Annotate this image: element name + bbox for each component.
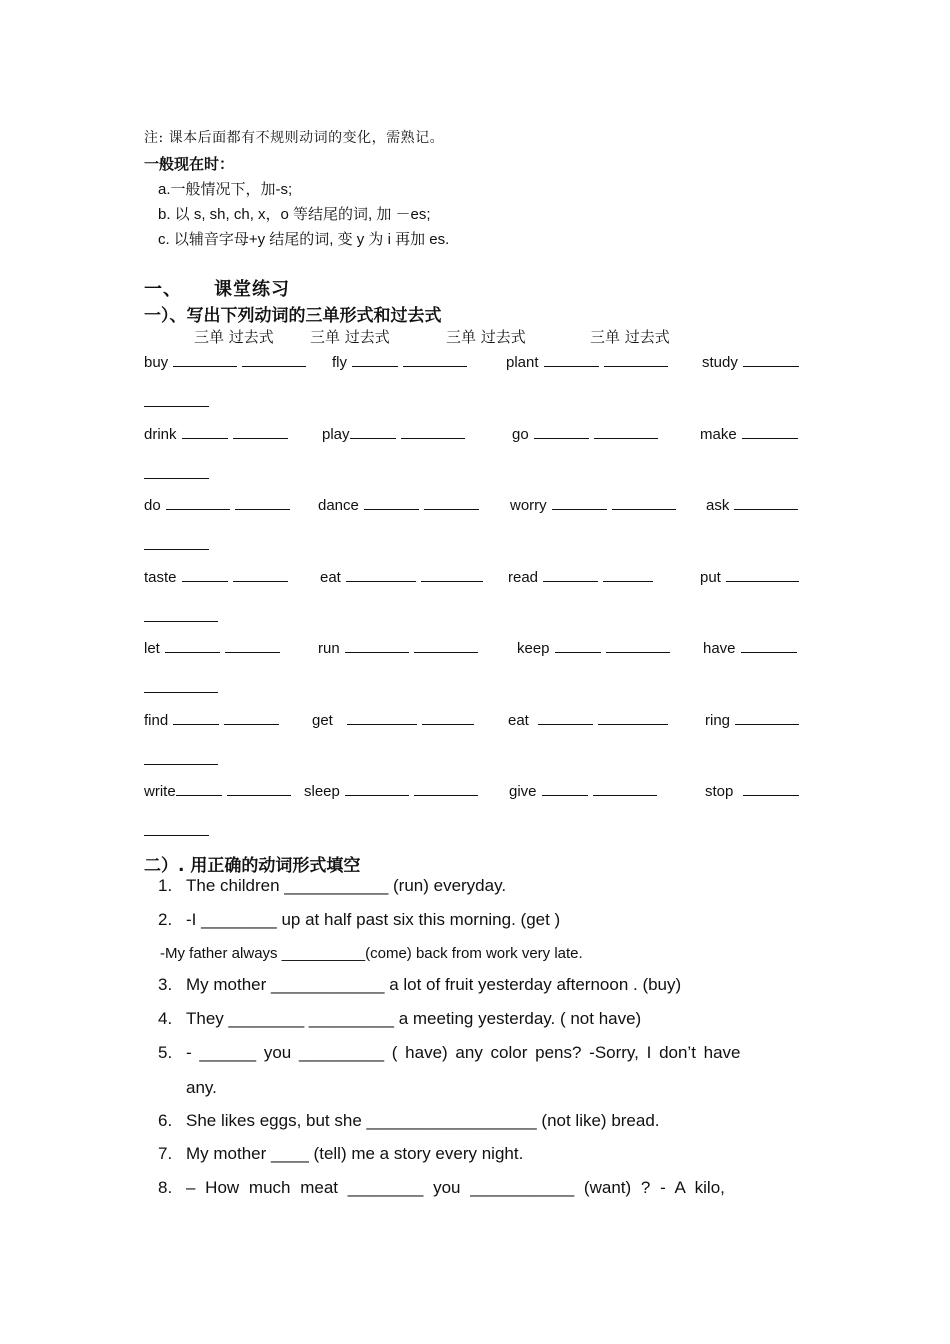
answer-blank[interactable] — [538, 710, 593, 725]
answer-blank[interactable] — [543, 567, 598, 582]
question-2-followup: -My father always __________(come) back from work very late. — [160, 945, 583, 962]
verb-item — [512, 424, 658, 443]
verb-word: plant — [506, 354, 539, 371]
question-text: They ________ _________ a meeting yesterday. ( not have) — [186, 1009, 642, 1028]
answer-blank[interactable] — [144, 691, 218, 693]
answer-blank[interactable] — [176, 781, 222, 796]
answer-blank[interactable] — [144, 477, 209, 479]
question-text: - ______ you _________ ( have) any color pens? -Sorry, I don’t have — [186, 1043, 741, 1062]
verb-word: let — [144, 640, 160, 657]
question-number: 1. — [158, 876, 173, 895]
question-text: My mother ____________ a lot of fruit yesterday afternoon . (buy) — [186, 975, 682, 994]
section-number: 一、 — [144, 279, 182, 300]
answer-blank[interactable] — [144, 548, 209, 550]
column-header: 三单 过去式 — [590, 328, 670, 346]
verb-word: ring — [705, 712, 731, 729]
verb-item — [702, 352, 799, 371]
answer-blank[interactable] — [182, 567, 228, 582]
verb-item — [508, 710, 668, 729]
answer-blank[interactable] — [227, 781, 291, 796]
exercise1-title: 一）、写出下列动词的三单形式和过去式 — [144, 306, 442, 326]
answer-blank[interactable] — [233, 567, 288, 582]
answer-blank[interactable] — [555, 638, 601, 653]
question-5 — [158, 1043, 806, 1063]
exercise2-title: 二）. 用正确的动词形式填空 — [144, 856, 361, 876]
verb-item — [312, 710, 474, 729]
verb-item — [318, 495, 479, 514]
verb-word: dance — [318, 497, 359, 514]
answer-blank[interactable] — [593, 781, 657, 796]
verb-item — [320, 567, 483, 586]
answer-blank[interactable] — [414, 638, 478, 653]
verb-word: eat — [320, 569, 341, 586]
verb-word: play — [322, 426, 350, 443]
verb-word: keep — [517, 640, 550, 657]
column-header: 三单 过去式 — [310, 328, 390, 346]
column-header: 三单 过去式 — [194, 328, 274, 346]
verb-item — [322, 424, 465, 443]
verb-word: find — [144, 712, 169, 729]
verb-word: worry — [510, 497, 547, 514]
question-number: 7. — [158, 1144, 173, 1163]
answer-blank[interactable] — [364, 495, 419, 510]
question-5-continuation: any. — [186, 1078, 217, 1097]
answer-blank[interactable] — [144, 620, 218, 622]
verb-item — [144, 352, 306, 371]
answer-blank[interactable] — [173, 710, 219, 725]
verb-item — [508, 567, 653, 586]
answer-blank[interactable] — [603, 567, 653, 582]
answer-blank[interactable] — [534, 424, 589, 439]
answer-blank[interactable] — [612, 495, 676, 510]
question-number: 2. — [158, 910, 173, 929]
note-text: 注: 课本后面都有不规则动词的变化，需熟记。 — [144, 130, 445, 146]
verb-item — [509, 781, 657, 800]
answer-blank[interactable] — [424, 495, 479, 510]
verb-word: buy — [144, 354, 169, 371]
answer-blank[interactable] — [224, 710, 279, 725]
answer-blank[interactable] — [422, 710, 474, 725]
verb-item — [144, 781, 291, 800]
answer-blank[interactable] — [726, 567, 799, 582]
verb-item — [700, 424, 798, 443]
verb-word: go — [512, 426, 529, 443]
answer-blank[interactable] — [414, 781, 478, 796]
verb-word: give — [509, 783, 537, 800]
answer-blank[interactable] — [604, 352, 668, 367]
answer-blank[interactable] — [542, 781, 588, 796]
answer-blank[interactable] — [735, 710, 799, 725]
verb-word: get — [312, 712, 333, 729]
verb-item — [506, 352, 668, 371]
verb-item — [332, 352, 467, 371]
rule-b: b. 以 s, sh, ch, x，o 等结尾的词, 加 －es; — [158, 206, 431, 223]
answer-blank[interactable] — [742, 424, 798, 439]
question-text: She likes eggs, but she __________________ (not like) bread. — [186, 1111, 660, 1130]
verb-word: ask — [706, 497, 730, 514]
verb-word: eat — [508, 712, 529, 729]
verb-word: write — [144, 783, 176, 800]
verb-item — [144, 424, 288, 443]
answer-blank[interactable] — [166, 495, 230, 510]
rule-a: a.一般情况下，加-s; — [158, 181, 293, 198]
section-heading — [144, 275, 290, 301]
question-number: 8. — [158, 1178, 173, 1197]
answer-blank[interactable] — [346, 567, 416, 582]
question-4 — [158, 1009, 641, 1029]
answer-blank[interactable] — [734, 495, 798, 510]
verb-word: study — [702, 354, 738, 371]
question-2 — [158, 910, 560, 930]
verb-word: run — [318, 640, 340, 657]
answer-blank[interactable] — [233, 424, 288, 439]
verb-word: put — [700, 569, 721, 586]
answer-blank[interactable] — [552, 495, 607, 510]
column-header: 三单 过去式 — [446, 328, 526, 346]
verb-word: make — [700, 426, 737, 443]
answer-blank[interactable] — [144, 405, 209, 407]
rule-c: c. 以辅音字母+y 结尾的词, 变 y 为 i 再加 es. — [158, 231, 450, 248]
answer-blank[interactable] — [345, 781, 409, 796]
answer-blank[interactable] — [242, 352, 306, 367]
question-number: 4. — [158, 1009, 173, 1028]
answer-blank[interactable] — [743, 781, 799, 796]
question-6 — [158, 1111, 660, 1131]
verb-item — [517, 638, 670, 657]
verb-item — [705, 710, 799, 729]
question-text: -I ________ up at half past six this morning. (get ) — [186, 910, 561, 929]
answer-blank[interactable] — [598, 710, 668, 725]
answer-blank[interactable] — [594, 424, 658, 439]
verb-item — [318, 638, 478, 657]
question-1 — [158, 876, 506, 896]
answer-blank[interactable] — [173, 352, 237, 367]
answer-blank[interactable] — [345, 638, 409, 653]
answer-blank[interactable] — [606, 638, 670, 653]
verb-word: drink — [144, 426, 177, 443]
verb-word: have — [703, 640, 736, 657]
answer-blank[interactable] — [544, 352, 599, 367]
answer-blank[interactable] — [144, 763, 218, 765]
question-number: 3. — [158, 975, 173, 994]
question-number: 6. — [158, 1111, 173, 1130]
answer-blank[interactable] — [741, 638, 797, 653]
verb-item — [144, 638, 280, 657]
verb-word: fly — [332, 354, 347, 371]
answer-blank[interactable] — [421, 567, 483, 582]
question-text: The children ___________ (run) everyday. — [186, 876, 507, 895]
verb-item — [144, 567, 288, 586]
verb-word: read — [508, 569, 539, 586]
verb-word: taste — [144, 569, 177, 586]
verb-item — [705, 781, 799, 800]
verb-item — [304, 781, 478, 800]
question-7 — [158, 1144, 523, 1164]
answer-blank[interactable] — [165, 638, 220, 653]
answer-blank[interactable] — [144, 834, 209, 836]
answer-blank[interactable] — [235, 495, 290, 510]
answer-blank[interactable] — [225, 638, 280, 653]
present-simple-heading: 一般现在时： — [144, 155, 235, 173]
answer-blank[interactable] — [403, 352, 467, 367]
answer-blank[interactable] — [182, 424, 228, 439]
verb-item — [700, 567, 799, 586]
question-3 — [158, 975, 681, 995]
question-text: My mother ____ (tell) me a story every night. — [186, 1144, 524, 1163]
verb-item — [706, 495, 798, 514]
answer-blank[interactable] — [347, 710, 417, 725]
answer-blank[interactable] — [743, 352, 799, 367]
question-8 — [158, 1178, 806, 1198]
question-number: 5. — [158, 1043, 173, 1062]
verb-word: do — [144, 497, 161, 514]
verb-item — [510, 495, 676, 514]
verb-word: sleep — [304, 783, 340, 800]
verb-word: stop — [705, 783, 734, 800]
answer-blank[interactable] — [350, 424, 396, 439]
answer-blank[interactable] — [401, 424, 465, 439]
verb-item — [703, 638, 797, 657]
verb-item — [144, 710, 279, 729]
answer-blank[interactable] — [352, 352, 398, 367]
section-title: 课堂练习 — [214, 279, 290, 300]
verb-item — [144, 495, 290, 514]
question-text: – How much meat ________ you ___________ (want) ? - A kilo, — [186, 1178, 725, 1197]
